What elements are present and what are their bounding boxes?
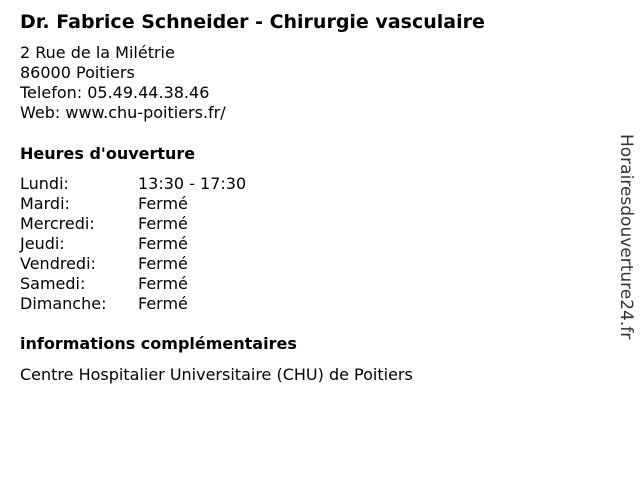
hours-value: Fermé	[138, 194, 188, 213]
hours-row-sunday	[20, 294, 246, 314]
site-watermark: Horairesdouverture24.fr	[616, 134, 636, 340]
hours-row-tuesday	[20, 194, 246, 214]
hours-row-wednesday	[20, 214, 246, 234]
hours-value: Fermé	[138, 254, 188, 273]
day-label: Dimanche:	[20, 294, 107, 313]
hours-value: Fermé	[138, 294, 188, 313]
phone-number[interactable]: Telefon: 05.49.44.38.46	[20, 83, 210, 102]
hours-row-thursday	[20, 234, 246, 254]
hours-value: Fermé	[138, 274, 188, 293]
page-title: Dr. Fabrice Schneider - Chirurgie vasculaire	[20, 11, 485, 33]
hours-value: Fermé	[138, 214, 188, 233]
hours-row-monday	[20, 174, 246, 194]
day-label: Lundi:	[20, 174, 69, 193]
opening-hours-table	[20, 174, 246, 314]
street-address: 2 Rue de la Milétrie	[20, 43, 175, 62]
day-label: Samedi:	[20, 274, 86, 293]
additional-info-text: Centre Hospitalier Universitaire (CHU) de Poitiers	[20, 365, 413, 384]
day-label: Mardi:	[20, 194, 70, 213]
address-block	[20, 43, 226, 123]
day-label: Vendredi:	[20, 254, 96, 273]
additional-info-heading: informations complémentaires	[20, 334, 297, 353]
day-label: Jeudi:	[20, 234, 65, 253]
day-label: Mercredi:	[20, 214, 95, 233]
hours-row-saturday	[20, 274, 246, 294]
hours-value: Fermé	[138, 234, 188, 253]
hours-value: 13:30 - 17:30	[138, 174, 247, 193]
website-link[interactable]: Web: www.chu-poitiers.fr/	[20, 103, 226, 122]
hours-row-friday	[20, 254, 246, 274]
city-address: 86000 Poitiers	[20, 63, 135, 82]
opening-hours-heading: Heures d'ouverture	[20, 144, 196, 163]
